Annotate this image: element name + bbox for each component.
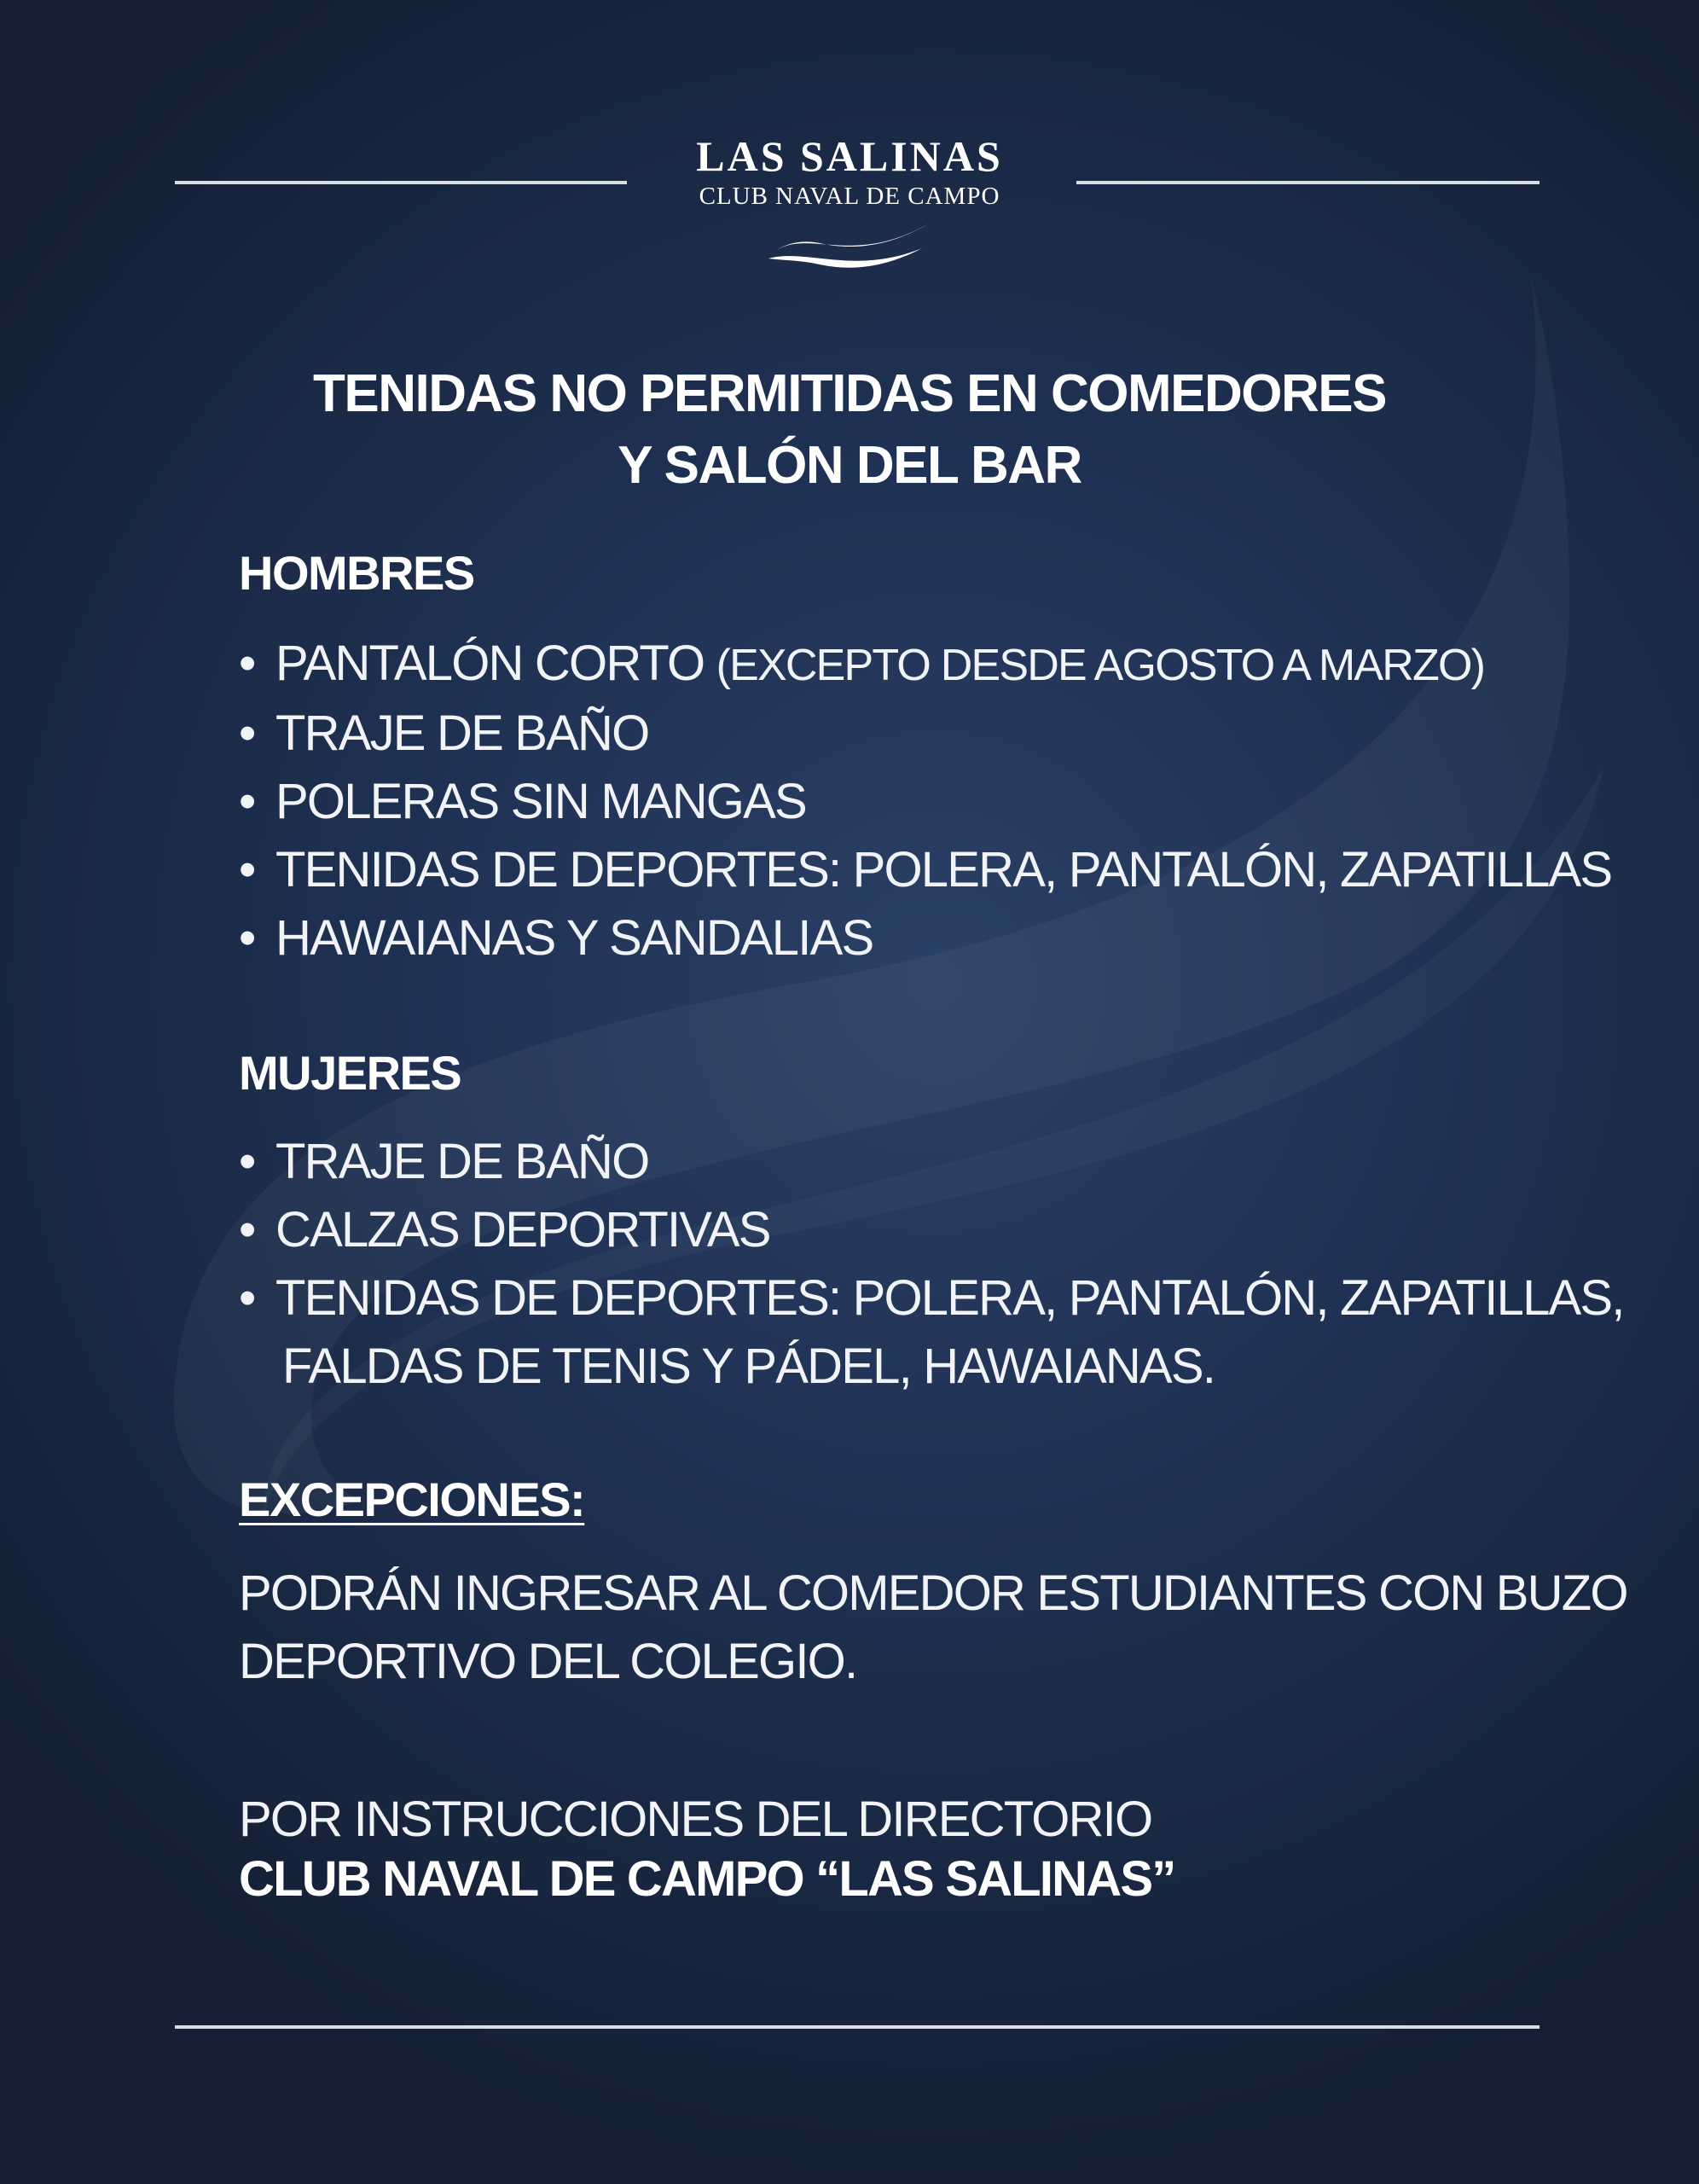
list-item <box>239 836 1611 904</box>
exceptions-text <box>239 1560 1627 1696</box>
footer-signature <box>239 1790 1174 1909</box>
header-rule-right <box>1076 181 1540 184</box>
list-mujeres <box>239 1128 1624 1401</box>
item-text: CALZAS DEPORTIVAS <box>275 1202 770 1258</box>
item-text: HAWAIANAS Y SANDALIAS <box>275 910 873 966</box>
item-text: TENIDAS DE DEPORTES: POLERA, PANTALÓN, ZAPATILLAS, <box>275 1270 1624 1326</box>
list-item <box>239 630 1611 700</box>
item-text-continuation: FALDAS DE TENIS Y PÁDEL, HAWAIANAS. <box>282 1339 1215 1394</box>
list-item <box>239 1264 1624 1401</box>
bullet-icon: • <box>239 636 255 691</box>
section-heading-hombres: HOMBRES <box>239 546 474 600</box>
list-hombres <box>239 630 1611 973</box>
item-text: TRAJE DE BAÑO <box>275 706 649 761</box>
section-heading-excepciones: EXCEPCIONES: <box>239 1472 585 1526</box>
list-item <box>239 700 1611 768</box>
footer-rule <box>175 2025 1540 2029</box>
item-text: PANTALÓN CORTO <box>275 636 705 691</box>
list-item <box>239 1128 1624 1196</box>
logo-name: LAS SALINAS <box>696 132 1003 180</box>
item-text: TENIDAS DE DEPORTES: POLERA, PANTALÓN, ZAPATILLAS <box>275 842 1612 897</box>
section-heading-mujeres: MUJERES <box>239 1046 461 1100</box>
exceptions-line-2: DEPORTIVO DEL COLEGIO. <box>239 1634 857 1689</box>
footer-line-1: POR INSTRUCCIONES DEL DIRECTORIO <box>239 1792 1152 1847</box>
club-logo <box>648 132 1051 274</box>
item-note: (EXCEPTO DESDE AGOSTO A MARZO) <box>716 641 1485 690</box>
wave-icon <box>760 214 939 274</box>
item-text: TRAJE DE BAÑO <box>275 1134 649 1189</box>
header-rule-left <box>175 181 627 184</box>
list-item <box>239 768 1611 836</box>
bullet-icon: • <box>239 774 255 829</box>
footer-line-2: CLUB NAVAL DE CAMPO “LAS SALINAS” <box>239 1851 1175 1907</box>
title-line-2: Y SALÓN DEL BAR <box>618 436 1081 495</box>
list-item <box>239 1196 1624 1264</box>
exceptions-line-1: PODRÁN INGRESAR AL COMEDOR ESTUDIANTES CON BUZO <box>239 1565 1627 1621</box>
bullet-icon: • <box>239 1202 255 1258</box>
bullet-icon: • <box>239 706 255 761</box>
bullet-icon: • <box>239 910 255 966</box>
title-line-1: TENIDAS NO PERMITIDAS EN COMEDORES <box>313 364 1386 423</box>
item-text: POLERAS SIN MANGAS <box>275 774 806 829</box>
bullet-icon: • <box>239 1270 255 1326</box>
bullet-icon: • <box>239 842 255 897</box>
page-title <box>171 358 1528 502</box>
list-item <box>239 904 1611 973</box>
bullet-icon: • <box>239 1134 255 1189</box>
logo-subtitle: CLUB NAVAL DE CAMPO <box>699 183 1000 210</box>
